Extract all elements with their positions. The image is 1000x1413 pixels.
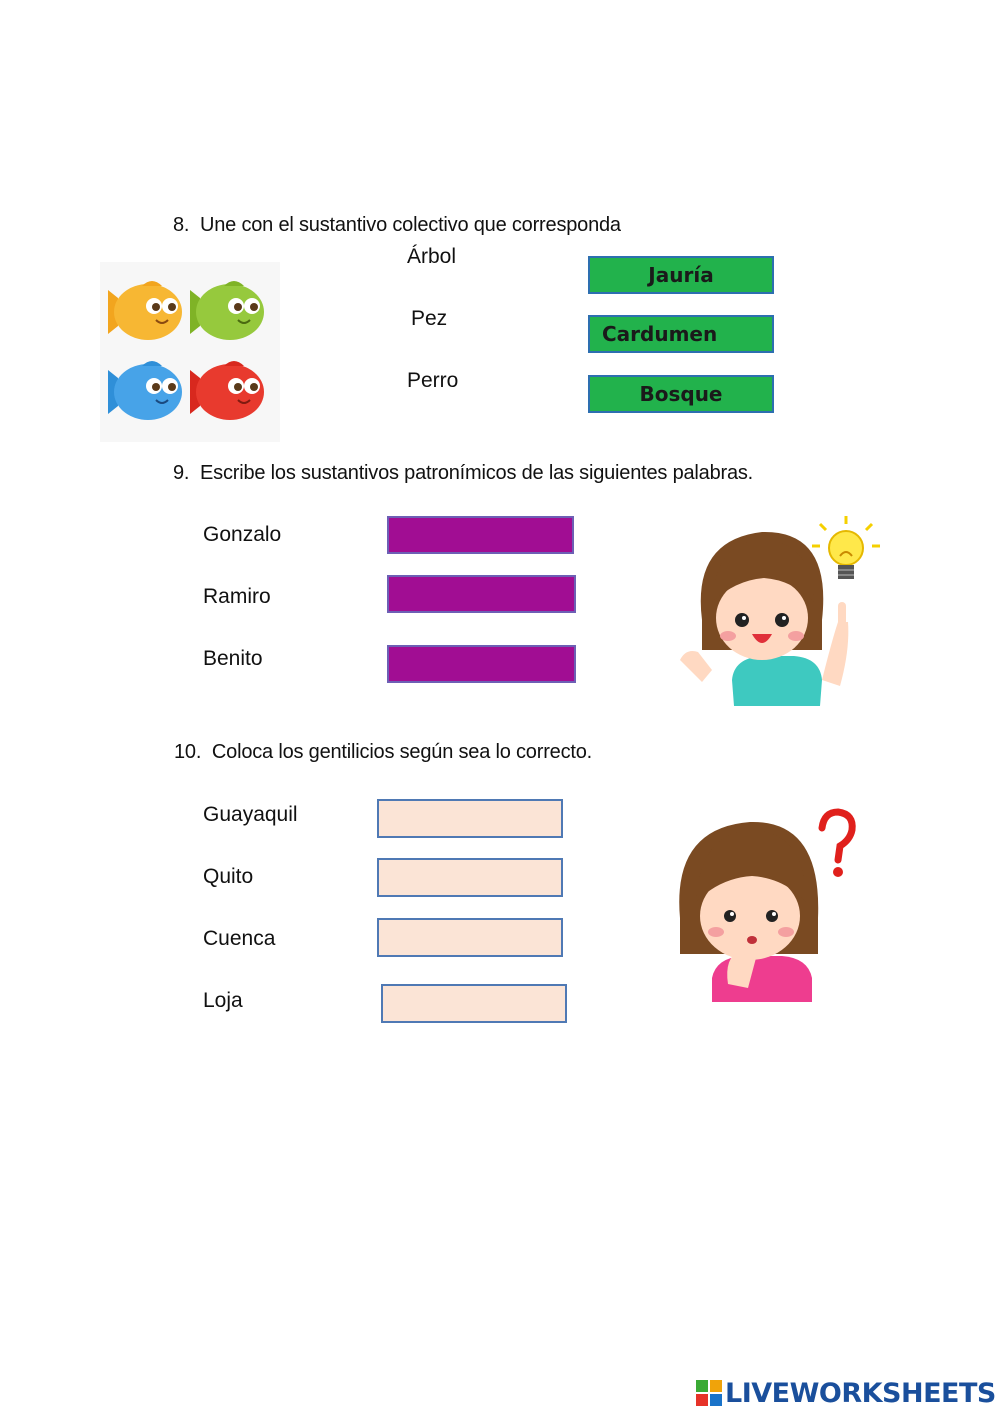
name-benito: Benito bbox=[203, 647, 263, 670]
city-cuenca: Cuenca bbox=[203, 927, 276, 950]
option-bosque-label: Bosque bbox=[639, 382, 723, 406]
word-pez: Pez bbox=[411, 307, 448, 330]
q9-number: 9. bbox=[173, 462, 190, 484]
city-quito: Quito bbox=[203, 865, 254, 888]
question-mark-icon bbox=[822, 812, 852, 877]
option-bosque[interactable] bbox=[588, 375, 774, 413]
answer-input-ramiro[interactable] bbox=[387, 575, 576, 613]
q10-title-text: Coloca los gentilicios según sea lo correcto. bbox=[211, 741, 593, 763]
word-arbol: Árbol bbox=[407, 245, 457, 268]
q10-title bbox=[174, 741, 592, 764]
q9-title bbox=[173, 462, 753, 485]
option-cardumen[interactable] bbox=[588, 315, 774, 353]
q8-number: 8. bbox=[173, 214, 190, 236]
q9-title-text: Escribe los sustantivos patronímicos de las siguientes palabras. bbox=[200, 462, 754, 484]
liveworksheets-logo bbox=[696, 1376, 996, 1410]
word-perro: Perro bbox=[407, 369, 459, 392]
liveworksheets-logo-icon bbox=[696, 1380, 722, 1406]
name-ramiro: Ramiro bbox=[203, 585, 271, 608]
light-bulb-icon bbox=[812, 516, 880, 579]
answer-input-benito[interactable] bbox=[387, 645, 576, 683]
answer-input-guayaquil[interactable] bbox=[377, 799, 563, 838]
fish-illustration bbox=[100, 262, 280, 442]
q10-number: 10. bbox=[174, 741, 202, 763]
q8-title-text: Une con el sustantivo colectivo que corresponda bbox=[200, 214, 621, 236]
liveworksheets-logo-text: LIVEWORKSHEETS bbox=[725, 1377, 996, 1409]
girl-idea-illustration bbox=[672, 510, 892, 708]
city-loja: Loja bbox=[203, 989, 243, 1012]
name-gonzalo: Gonzalo bbox=[203, 523, 282, 546]
answer-input-cuenca[interactable] bbox=[377, 918, 563, 957]
answer-input-quito[interactable] bbox=[377, 858, 563, 897]
girl-thinking-illustration bbox=[672, 808, 862, 1002]
option-jauria-label: Jauría bbox=[648, 263, 714, 287]
city-guayaquil: Guayaquil bbox=[203, 803, 298, 826]
q8-title bbox=[173, 214, 621, 237]
option-cardumen-label: Cardumen bbox=[602, 322, 718, 346]
answer-input-gonzalo[interactable] bbox=[387, 516, 574, 554]
option-jauria[interactable] bbox=[588, 256, 774, 294]
answer-input-loja[interactable] bbox=[381, 984, 567, 1023]
